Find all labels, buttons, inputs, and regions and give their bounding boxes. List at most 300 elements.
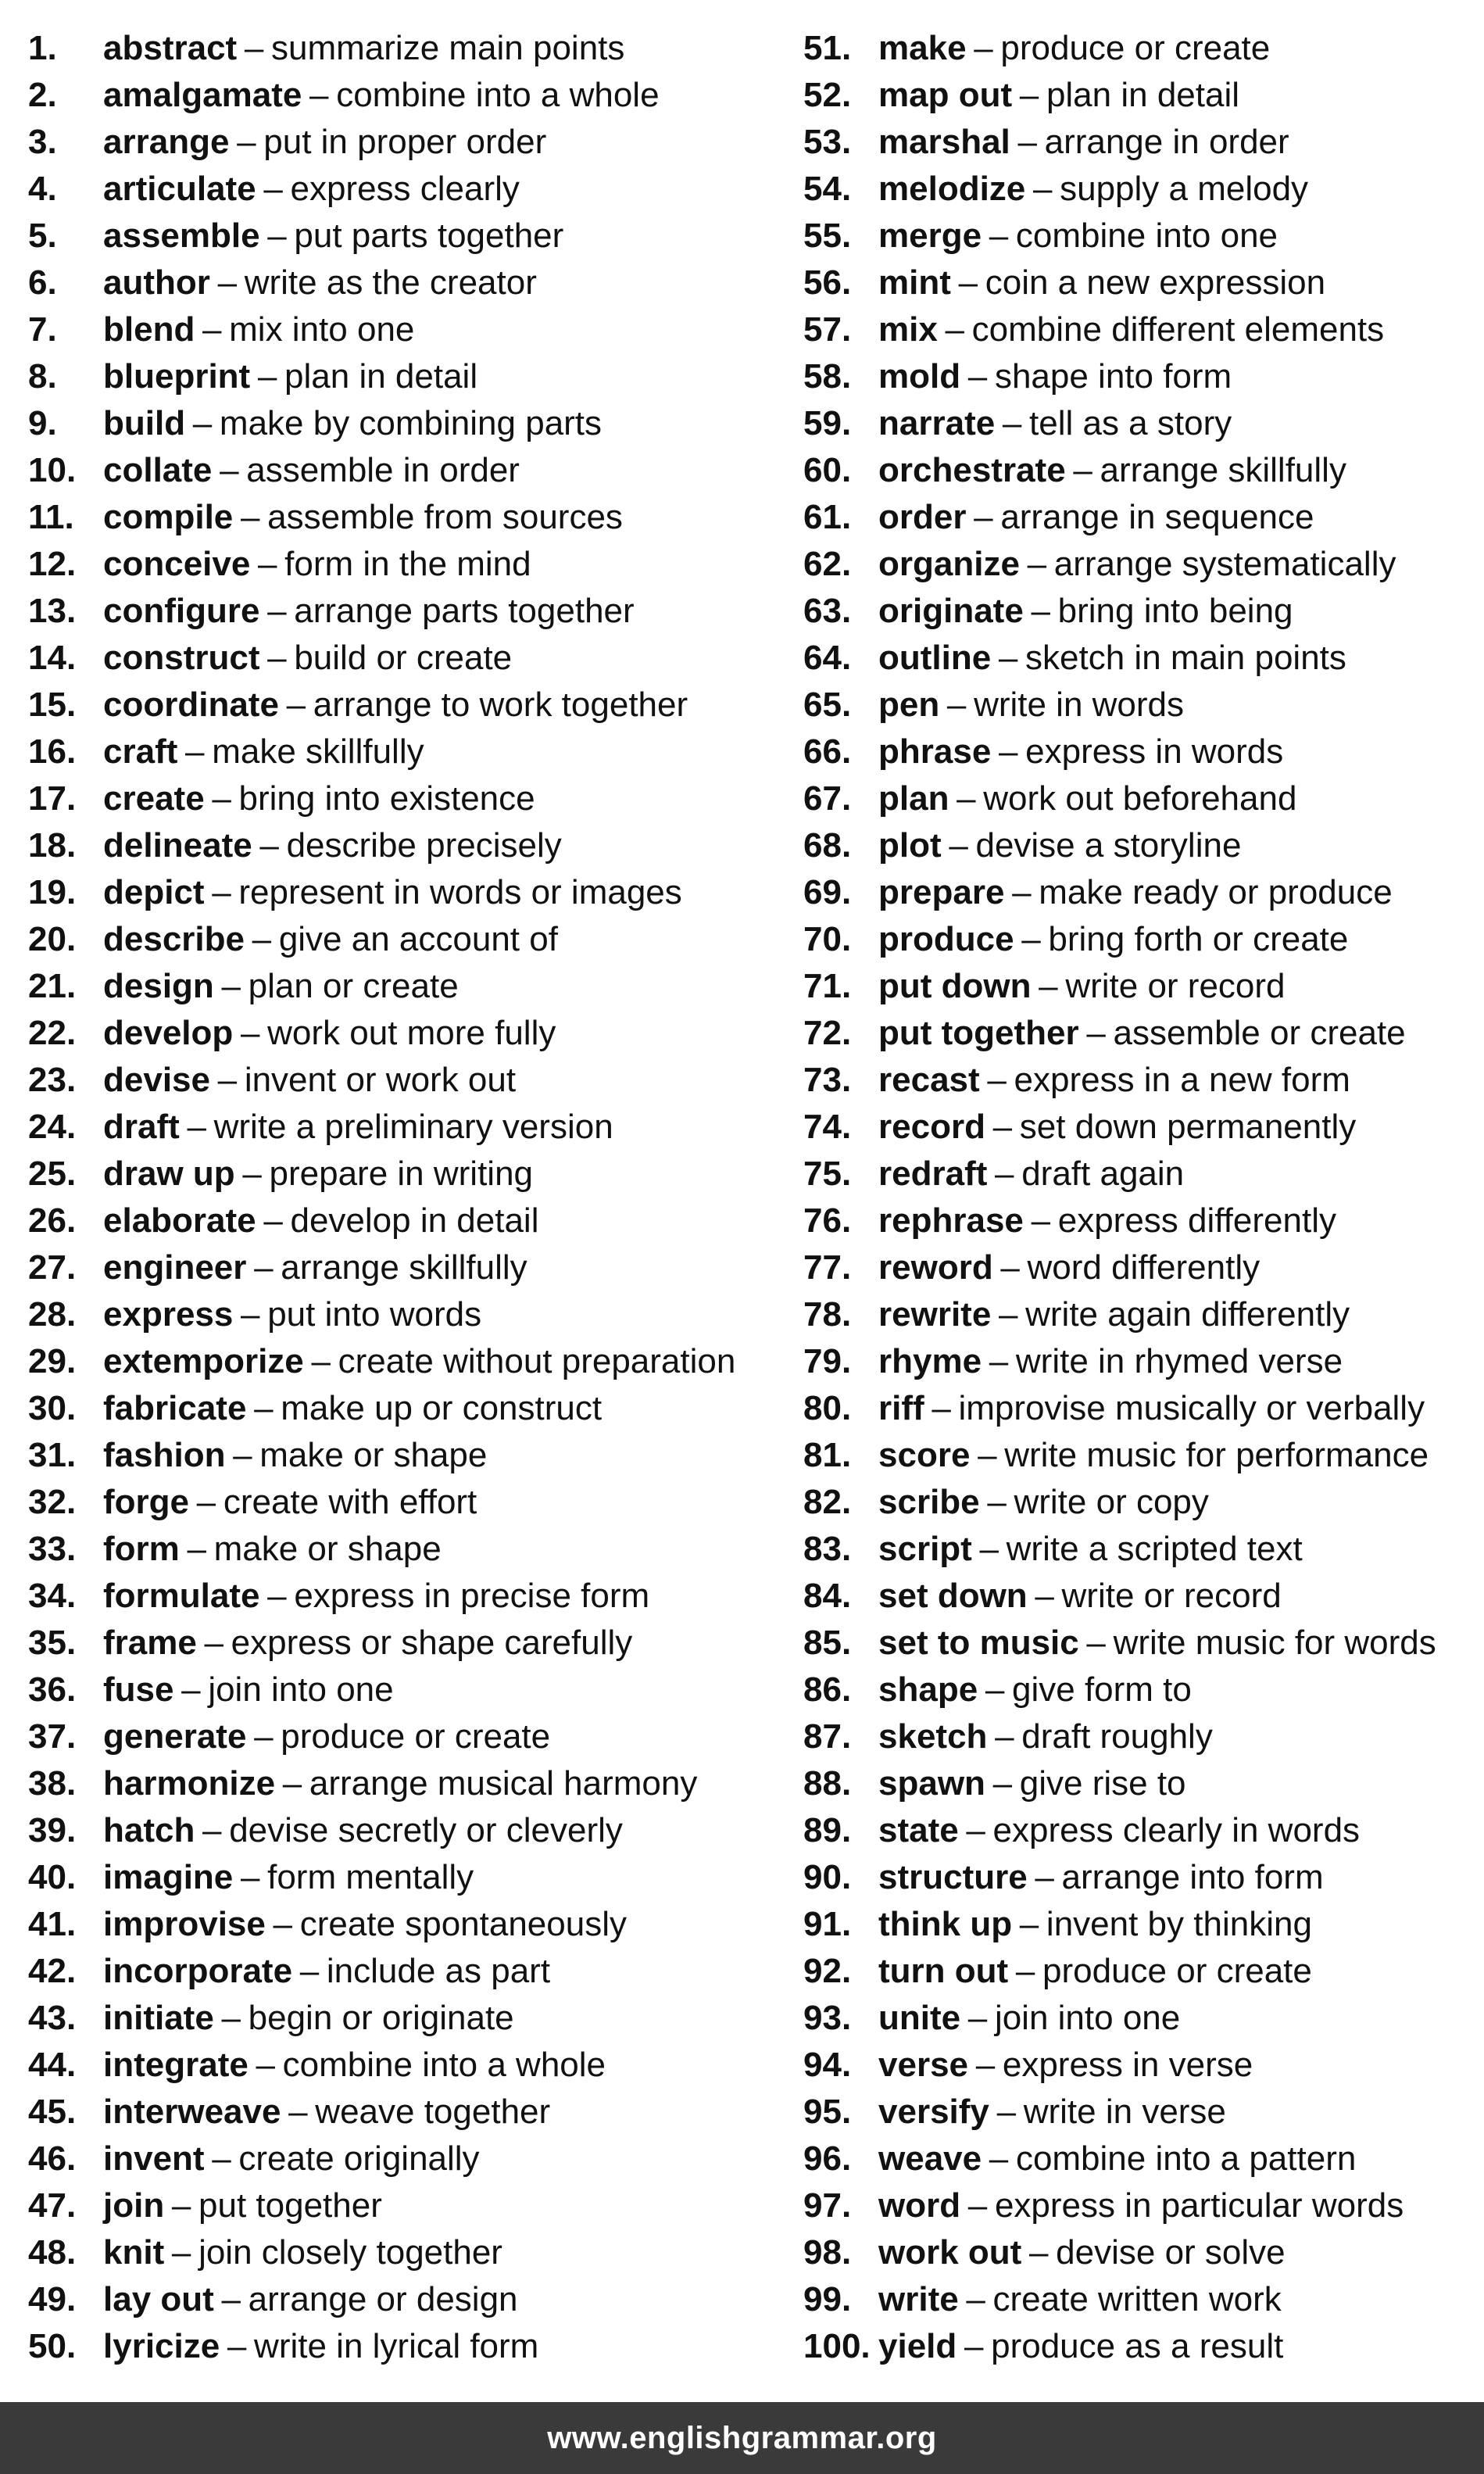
entry-separator: – xyxy=(1017,123,1037,161)
list-item xyxy=(803,1198,1475,1244)
right-column xyxy=(803,25,1475,2370)
entry-separator: – xyxy=(252,920,272,958)
entry-number: 72. xyxy=(803,1014,852,1052)
entry-definition: arrange systematically xyxy=(1053,545,1396,583)
entry-word: articulate xyxy=(103,170,256,208)
entry-separator: – xyxy=(949,826,968,865)
entry-number: 11. xyxy=(28,498,74,536)
entry-separator: – xyxy=(240,498,260,536)
list-item xyxy=(803,1807,1475,1854)
entry-definition: invent or work out xyxy=(244,1061,517,1099)
entry-word: conceive xyxy=(103,545,251,583)
entry-separator: – xyxy=(267,1577,287,1615)
entry-word: order xyxy=(878,498,967,536)
entry-separator: – xyxy=(1015,1952,1035,1990)
entry-number: 10. xyxy=(28,451,77,489)
entry-number: 59. xyxy=(803,404,852,442)
entry-word: blueprint xyxy=(103,357,251,396)
entry-word: frame xyxy=(103,1624,197,1662)
list-item xyxy=(28,1620,778,1667)
entry-separator: – xyxy=(957,779,976,818)
entry-word: mint xyxy=(878,263,951,302)
entry-separator: – xyxy=(286,686,306,724)
entry-definition: write in words xyxy=(974,686,1185,724)
entry-separator: – xyxy=(974,498,993,536)
list-item xyxy=(28,1807,778,1854)
entry-separator: – xyxy=(254,1248,274,1287)
entry-number: 78. xyxy=(803,1295,852,1334)
entry-number: 18. xyxy=(28,826,77,865)
entry-number: 28. xyxy=(28,1295,77,1334)
entry-definition: plan or create xyxy=(248,967,459,1005)
entry-number: 55. xyxy=(803,217,852,255)
list-item xyxy=(28,25,778,72)
entry-number: 100. xyxy=(803,2327,871,2365)
entry-word: originate xyxy=(878,592,1024,630)
entry-word: outline xyxy=(878,639,992,677)
entry-definition: represent in words or images xyxy=(238,873,682,911)
list-item xyxy=(803,119,1475,166)
entry-definition: write or record xyxy=(1061,1577,1282,1615)
list-item xyxy=(803,447,1475,494)
entry-separator: – xyxy=(1086,1014,1106,1052)
entry-separator: – xyxy=(1027,545,1047,583)
entry-word: think up xyxy=(878,1905,1013,1943)
list-item xyxy=(28,166,778,213)
list-item xyxy=(28,494,778,541)
entry-definition: arrange in sequence xyxy=(1000,498,1314,536)
entry-definition: express in a new form xyxy=(1014,1061,1350,1099)
entry-separator: – xyxy=(187,1108,206,1146)
entry-word: lay out xyxy=(103,2280,214,2318)
entry-definition: make by combining parts xyxy=(219,404,603,442)
list-item xyxy=(803,2276,1475,2323)
entry-number: 5. xyxy=(28,217,57,255)
entry-definition: create with effort xyxy=(223,1483,477,1521)
entry-word: organize xyxy=(878,545,1020,583)
entry-word: coordinate xyxy=(103,686,279,724)
entry-word: generate xyxy=(103,1717,247,1756)
entry-number: 8. xyxy=(28,357,57,396)
entry-number: 82. xyxy=(803,1483,852,1521)
entry-word: redraft xyxy=(878,1155,988,1193)
entry-definition: combine into a whole xyxy=(336,76,660,114)
entry-separator: – xyxy=(992,1764,1013,1803)
entry-definition: combine into a pattern xyxy=(1015,2139,1357,2178)
entry-definition: create spontaneously xyxy=(299,1905,627,1943)
entry-number: 30. xyxy=(28,1389,77,1427)
entry-number: 85. xyxy=(803,1624,852,1662)
entry-separator: – xyxy=(237,123,256,161)
entry-definition: write music for words xyxy=(1113,1624,1436,1662)
entry-definition: bring into existence xyxy=(238,779,535,818)
list-item xyxy=(28,1760,778,1807)
entry-separator: – xyxy=(979,1530,999,1568)
entry-word: hatch xyxy=(103,1811,195,1849)
footer-website-link[interactable]: www.englishgrammar.org xyxy=(547,2420,937,2455)
entry-separator: – xyxy=(221,967,241,1005)
entry-definition: put into words xyxy=(267,1295,482,1334)
entry-number: 87. xyxy=(803,1717,852,1756)
list-item xyxy=(28,2276,778,2323)
entry-word: phrase xyxy=(878,732,992,771)
entry-word: fuse xyxy=(103,1670,174,1709)
entry-number: 77. xyxy=(803,1248,852,1287)
list-item xyxy=(803,1385,1475,1432)
entry-separator: – xyxy=(212,2139,231,2178)
entry-word: prepare xyxy=(878,873,1005,911)
entry-number: 43. xyxy=(28,1999,77,2037)
entry-word: formulate xyxy=(103,1577,260,1615)
entry-word: mold xyxy=(878,357,961,396)
entry-number: 81. xyxy=(803,1436,852,1474)
entry-word: riff xyxy=(878,1389,924,1427)
entry-word: produce xyxy=(878,920,1014,958)
list-item xyxy=(28,1573,778,1620)
entry-number: 45. xyxy=(28,2093,77,2131)
entry-word: delineate xyxy=(103,826,252,865)
entry-definition: combine different elements xyxy=(971,310,1385,349)
entry-number: 75. xyxy=(803,1155,852,1193)
entry-word: construct xyxy=(103,639,260,677)
list-item xyxy=(803,213,1475,260)
entry-definition: arrange skillfully xyxy=(281,1248,527,1287)
entry-separator: – xyxy=(1031,592,1050,630)
entry-word: state xyxy=(878,1811,959,1849)
entry-number: 88. xyxy=(803,1764,852,1803)
entry-word: orchestrate xyxy=(878,451,1066,489)
entry-separator: – xyxy=(964,2327,984,2365)
list-item xyxy=(28,447,778,494)
entry-separator: – xyxy=(267,639,287,677)
entry-separator: – xyxy=(932,1389,951,1427)
entry-separator: – xyxy=(311,1342,331,1380)
list-item xyxy=(803,25,1475,72)
entry-word: verse xyxy=(878,2046,969,2084)
list-item xyxy=(803,1948,1475,1995)
entry-number: 29. xyxy=(28,1342,77,1380)
entry-separator: – xyxy=(1039,967,1058,1005)
entry-definition: make or shape xyxy=(213,1530,442,1568)
entry-number: 54. xyxy=(803,170,852,208)
entry-word: imagine xyxy=(103,1858,234,1896)
entry-definition: arrange into form xyxy=(1061,1858,1324,1896)
list-item xyxy=(28,635,778,682)
entry-word: put together xyxy=(878,1014,1079,1052)
entry-separator: – xyxy=(967,1999,988,2037)
entry-definition: form mentally xyxy=(267,1858,474,1896)
entry-number: 33. xyxy=(28,1530,77,1568)
entry-definition: write music for performance xyxy=(1004,1436,1429,1474)
entry-definition: produce or create xyxy=(281,1717,551,1756)
entry-definition: assemble from sources xyxy=(267,498,623,536)
entry-definition: prepare in writing xyxy=(269,1155,534,1193)
entry-number: 80. xyxy=(803,1389,852,1427)
entry-word: arrange xyxy=(103,123,230,161)
entry-definition: begin or originate xyxy=(248,1999,514,2037)
list-item xyxy=(28,2182,778,2229)
entry-number: 94. xyxy=(803,2046,852,2084)
entry-word: develop xyxy=(103,1014,234,1052)
list-item xyxy=(803,1713,1475,1760)
entry-definition: plan in detail xyxy=(1046,76,1240,114)
entry-number: 92. xyxy=(803,1952,852,1990)
entry-separator: – xyxy=(987,1061,1007,1099)
entry-definition: give form to xyxy=(1012,1670,1192,1709)
list-item xyxy=(803,635,1475,682)
entry-separator: – xyxy=(220,451,239,489)
entry-definition: include as part xyxy=(326,1952,551,1990)
entry-number: 74. xyxy=(803,1108,852,1146)
entry-number: 97. xyxy=(803,2186,852,2225)
entry-definition: coin a new expression xyxy=(985,263,1326,302)
entry-separator: – xyxy=(196,1483,216,1521)
list-item xyxy=(28,1432,778,1479)
list-item xyxy=(803,1620,1475,1667)
entry-separator: – xyxy=(1035,1577,1054,1615)
list-item xyxy=(28,1057,778,1104)
entry-separator: – xyxy=(989,1342,1009,1380)
entry-separator: – xyxy=(258,545,277,583)
entry-separator: – xyxy=(212,873,231,911)
entry-definition: work out more fully xyxy=(267,1014,556,1052)
entry-definition: make up or construct xyxy=(281,1389,603,1427)
entry-word: rewrite xyxy=(878,1295,992,1334)
list-item xyxy=(28,869,778,916)
entry-number: 64. xyxy=(803,639,852,677)
entry-separator: – xyxy=(267,217,287,255)
entry-word: configure xyxy=(103,592,260,630)
entry-separator: – xyxy=(263,170,283,208)
entry-separator: – xyxy=(975,2046,996,2084)
entry-separator: – xyxy=(1073,451,1092,489)
entry-number: 16. xyxy=(28,732,77,771)
entry-definition: express differently xyxy=(1057,1201,1336,1240)
list-item xyxy=(803,1291,1475,1338)
entry-separator: – xyxy=(204,1624,223,1662)
entry-number: 24. xyxy=(28,1108,77,1146)
entry-word: score xyxy=(878,1436,971,1474)
entry-word: incorporate xyxy=(103,1952,293,1990)
entry-word: assemble xyxy=(103,217,260,255)
entry-word: fabricate xyxy=(103,1389,247,1427)
entry-word: invent xyxy=(103,2139,205,2178)
entry-separator: – xyxy=(254,1717,274,1756)
list-item xyxy=(803,916,1475,963)
entry-definition: draft again xyxy=(1021,1155,1185,1193)
entry-definition: form in the mind xyxy=(284,545,531,583)
entry-word: write xyxy=(878,2280,959,2318)
entry-separator: – xyxy=(217,263,238,302)
entry-number: 6. xyxy=(28,263,57,302)
entry-word: express xyxy=(103,1295,234,1334)
entry-word: describe xyxy=(103,920,245,958)
entry-definition: combine into one xyxy=(1015,217,1278,255)
entry-word: lyricize xyxy=(103,2327,220,2365)
entry-word: narrate xyxy=(878,404,996,442)
entry-separator: – xyxy=(233,1436,252,1474)
entry-number: 15. xyxy=(28,686,77,724)
list-item xyxy=(803,353,1475,400)
list-item xyxy=(803,1479,1475,1526)
entry-number: 99. xyxy=(803,2280,852,2318)
entry-separator: – xyxy=(967,357,988,396)
entry-word: reword xyxy=(878,1248,993,1287)
entry-separator: – xyxy=(309,76,329,114)
entry-definition: mix into one xyxy=(229,310,415,349)
list-item xyxy=(803,1244,1475,1291)
entry-separator: – xyxy=(192,404,213,442)
entry-number: 2. xyxy=(28,76,57,114)
entry-word: scribe xyxy=(878,1483,980,1521)
entry-separator: – xyxy=(171,2233,191,2272)
entry-definition: make or shape xyxy=(259,1436,488,1474)
entry-definition: express in precise form xyxy=(294,1577,650,1615)
list-item xyxy=(803,2136,1475,2182)
entry-definition: put parts together xyxy=(294,217,564,255)
entry-definition: write in verse xyxy=(1023,2093,1226,2131)
list-item xyxy=(28,1901,778,1948)
entry-separator: – xyxy=(1019,1905,1039,1943)
list-item xyxy=(28,1948,778,1995)
entry-word: versify xyxy=(878,2093,989,2131)
entry-number: 42. xyxy=(28,1952,77,1990)
entry-word: draw up xyxy=(103,1155,235,1193)
entry-separator: – xyxy=(974,29,993,67)
entry-word: map out xyxy=(878,76,1013,114)
entry-word: create xyxy=(103,779,205,818)
entry-separator: – xyxy=(217,1061,238,1099)
entry-number: 4. xyxy=(28,170,57,208)
entry-word: plan xyxy=(878,779,949,818)
list-item xyxy=(803,541,1475,588)
entry-separator: – xyxy=(171,2186,191,2225)
entry-separator: – xyxy=(995,1717,1014,1756)
entry-definition: word differently xyxy=(1027,1248,1261,1287)
list-item xyxy=(28,916,778,963)
entry-number: 65. xyxy=(803,686,852,724)
list-item xyxy=(28,1526,778,1573)
entry-number: 58. xyxy=(803,357,852,396)
entry-separator: – xyxy=(967,2186,988,2225)
entry-word: draft xyxy=(103,1108,180,1146)
list-item xyxy=(803,166,1475,213)
entry-number: 50. xyxy=(28,2327,77,2365)
entry-word: extemporize xyxy=(103,1342,304,1380)
entry-definition: devise secretly or cleverly xyxy=(229,1811,623,1849)
entry-definition: shape into form xyxy=(994,357,1232,396)
list-item xyxy=(28,2136,778,2182)
list-item xyxy=(28,1338,778,1385)
entry-word: design xyxy=(103,967,214,1005)
list-item xyxy=(803,822,1475,869)
list-item xyxy=(28,1667,778,1713)
entry-definition: arrange musical harmony xyxy=(309,1764,698,1803)
entry-word: make xyxy=(878,29,967,67)
entry-definition: make skillfully xyxy=(212,732,424,771)
list-item xyxy=(28,400,778,447)
entry-separator: – xyxy=(288,2093,308,2131)
list-item xyxy=(28,822,778,869)
list-item xyxy=(28,72,778,119)
entry-number: 35. xyxy=(28,1624,77,1662)
entry-word: melodize xyxy=(878,170,1026,208)
entry-definition: work out beforehand xyxy=(983,779,1297,818)
list-item xyxy=(28,1479,778,1526)
entry-separator: – xyxy=(221,2280,241,2318)
entry-definition: express clearly xyxy=(290,170,520,208)
entry-number: 93. xyxy=(803,1999,852,2037)
entry-definition: write again differently xyxy=(1025,1295,1350,1334)
list-item xyxy=(803,1667,1475,1713)
entry-definition: join into one xyxy=(994,1999,1181,2037)
entry-word: engineer xyxy=(103,1248,247,1287)
list-item xyxy=(28,2089,778,2136)
entry-separator: – xyxy=(946,686,967,724)
entry-definition: draft roughly xyxy=(1021,1717,1213,1756)
entry-number: 21. xyxy=(28,967,77,1005)
entry-number: 46. xyxy=(28,2139,77,2178)
entry-word: join xyxy=(103,2186,165,2225)
entry-word: rhyme xyxy=(878,1342,982,1380)
entry-separator: – xyxy=(978,1436,997,1474)
entry-separator: – xyxy=(187,1530,206,1568)
entry-definition: weave together xyxy=(315,2093,551,2131)
entry-definition: produce or create xyxy=(1042,1952,1312,1990)
entry-definition: put together xyxy=(198,2186,382,2225)
entry-number: 52. xyxy=(803,76,852,114)
entry-separator: – xyxy=(267,592,287,630)
entry-separator: – xyxy=(202,310,222,349)
entry-definition: set down permanently xyxy=(1019,1108,1357,1146)
entry-definition: build or create xyxy=(294,639,513,677)
entry-definition: arrange or design xyxy=(248,2280,518,2318)
entry-number: 96. xyxy=(803,2139,852,2178)
entry-definition: combine into a whole xyxy=(282,2046,606,2084)
list-item xyxy=(28,1104,778,1151)
list-item xyxy=(803,1104,1475,1151)
entry-word: build xyxy=(103,404,186,442)
entry-number: 23. xyxy=(28,1061,77,1099)
entry-definition: write or copy xyxy=(1014,1483,1209,1521)
entry-word: recast xyxy=(878,1061,980,1099)
entry-separator: – xyxy=(989,2139,1009,2178)
entry-word: author xyxy=(103,263,210,302)
entry-separator: – xyxy=(998,1295,1018,1334)
list-item xyxy=(28,1291,778,1338)
entry-definition: devise or solve xyxy=(1056,2233,1286,2272)
entry-separator: – xyxy=(958,263,978,302)
entry-separator: – xyxy=(259,826,279,865)
list-item xyxy=(803,1573,1475,1620)
list-item xyxy=(803,1432,1475,1479)
list-item xyxy=(28,2229,778,2276)
entry-number: 39. xyxy=(28,1811,77,1849)
entry-word: rephrase xyxy=(878,1201,1024,1240)
entry-separator: – xyxy=(299,1952,320,1990)
entry-number: 3. xyxy=(28,123,57,161)
entry-separator: – xyxy=(945,310,964,349)
entry-separator: – xyxy=(256,2046,275,2084)
entry-separator: – xyxy=(1035,1858,1054,1896)
entry-definition: write or record xyxy=(1065,967,1286,1005)
entry-number: 12. xyxy=(28,545,77,583)
entry-number: 51. xyxy=(803,29,852,67)
entry-number: 86. xyxy=(803,1670,852,1709)
entry-number: 40. xyxy=(28,1858,77,1896)
entry-number: 13. xyxy=(28,592,77,630)
entry-separator: – xyxy=(966,2280,985,2318)
